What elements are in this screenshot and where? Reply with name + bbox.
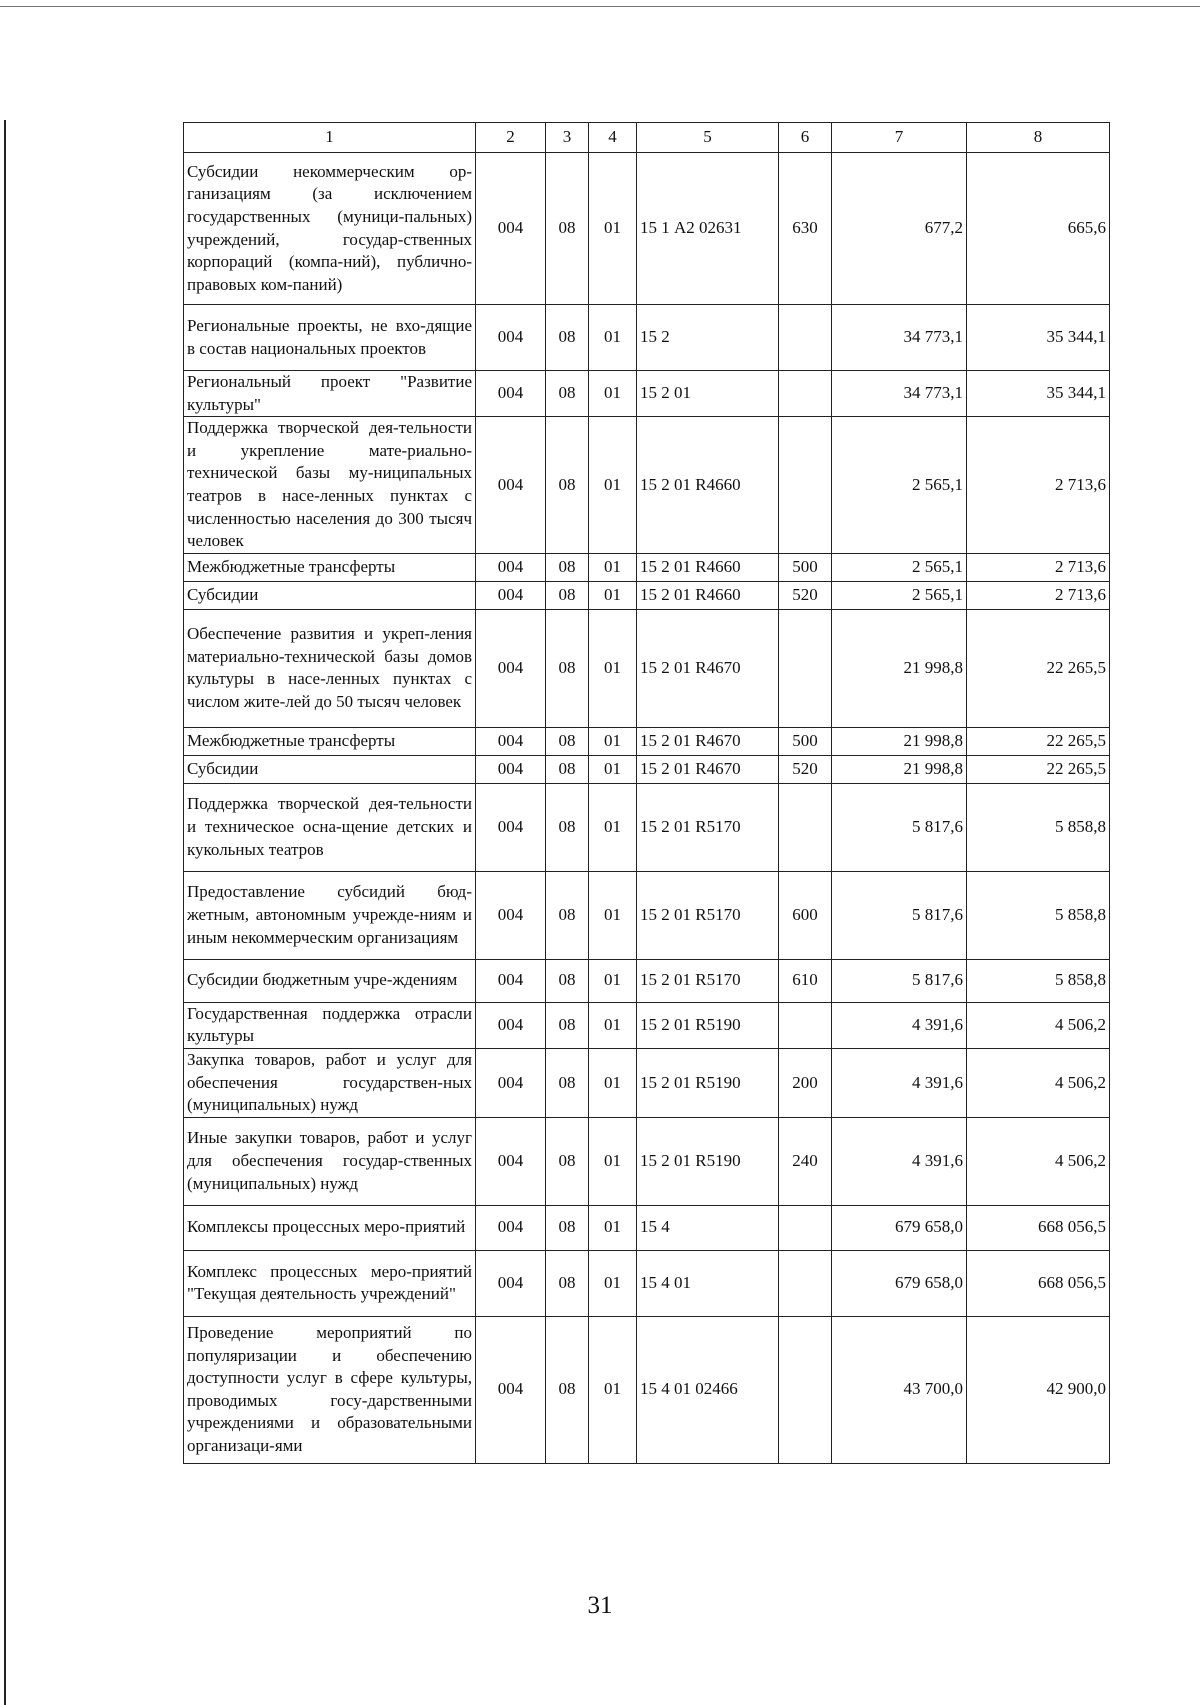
target-article-code: 15 2 01 R5170	[637, 959, 779, 1002]
table-row	[184, 1117, 1110, 1205]
target-article-code: 15 2 01 R4670	[637, 609, 779, 727]
amount-year-2: 42 900,0	[967, 1316, 1110, 1463]
ministry-code: 004	[476, 609, 546, 727]
section-code: 08	[546, 1002, 589, 1048]
expense-type-code: 520	[779, 755, 832, 783]
section-code: 08	[546, 871, 589, 959]
section-code: 08	[546, 727, 589, 755]
table-row	[184, 727, 1110, 755]
subsection-code: 01	[589, 871, 637, 959]
target-article-code: 15 2 01 R5170	[637, 783, 779, 871]
amount-year-1: 5 817,6	[832, 871, 967, 959]
amount-year-1: 21 998,8	[832, 727, 967, 755]
target-article-code: 15 2 01 R5170	[637, 871, 779, 959]
subsection-code: 01	[589, 553, 637, 581]
row-name: Иные закупки товаров, работ и услуг для обеспечения государ-ственных (муниципальных) нужд	[184, 1117, 476, 1205]
target-article-code: 15 2 01	[637, 371, 779, 417]
section-code: 08	[546, 417, 589, 554]
amount-year-2: 22 265,5	[967, 609, 1110, 727]
row-name: Региональный проект "Развитие культуры"	[184, 371, 476, 417]
row-name: Закупка товаров, работ и услуг для обеспечения государствен-ных (муниципальных) нужд	[184, 1048, 476, 1117]
row-name: Субсидии	[184, 755, 476, 783]
row-name: Субсидии	[184, 581, 476, 609]
row-name: Государственная поддержка отрасли культуры	[184, 1002, 476, 1048]
section-code: 08	[546, 783, 589, 871]
subsection-code: 01	[589, 755, 637, 783]
amount-year-2: 35 344,1	[967, 305, 1110, 371]
table-row	[184, 755, 1110, 783]
table-row	[184, 871, 1110, 959]
ministry-code: 004	[476, 871, 546, 959]
amount-year-2: 5 858,8	[967, 783, 1110, 871]
subsection-code: 01	[589, 727, 637, 755]
amount-year-2: 4 506,2	[967, 1117, 1110, 1205]
row-name: Поддержка творческой дея-тельности и укрепление мате-риально-технической базы му-ниципальных театров в насе-ленных пунктах с численностью населения до 300 тысяч человек	[184, 417, 476, 554]
subsection-code: 01	[589, 609, 637, 727]
ministry-code: 004	[476, 581, 546, 609]
row-name: Проведение мероприятий по популяризации и обеспечению доступности услуг в сфере культуры, проводимых госу-дарственными учреждениями и образовательными организаци-ями	[184, 1316, 476, 1463]
row-name: Межбюджетные трансферты	[184, 727, 476, 755]
subsection-code: 01	[589, 305, 637, 371]
target-article-code: 15 2 01 R5190	[637, 1002, 779, 1048]
ministry-code: 004	[476, 1316, 546, 1463]
subsection-code: 01	[589, 1316, 637, 1463]
amount-year-2: 2 713,6	[967, 553, 1110, 581]
expense-type-code: 630	[779, 153, 832, 305]
ministry-code: 004	[476, 1205, 546, 1250]
amount-year-1: 5 817,6	[832, 783, 967, 871]
column-header-8: 8	[967, 123, 1110, 153]
expense-type-code: 600	[779, 871, 832, 959]
table-row	[184, 783, 1110, 871]
expense-type-code: 240	[779, 1117, 832, 1205]
ministry-code: 004	[476, 727, 546, 755]
expense-type-code: 520	[779, 581, 832, 609]
row-name: Поддержка творческой дея-тельности и техническое осна-щение детских и кукольных театров	[184, 783, 476, 871]
subsection-code: 01	[589, 153, 637, 305]
scan-edge-top	[0, 6, 1200, 7]
target-article-code: 15 1 А2 02631	[637, 153, 779, 305]
table-row	[184, 153, 1110, 305]
expense-type-code: 500	[779, 727, 832, 755]
amount-year-1: 21 998,8	[832, 609, 967, 727]
subsection-code: 01	[589, 417, 637, 554]
amount-year-1: 21 998,8	[832, 755, 967, 783]
table-row	[184, 1048, 1110, 1117]
row-name: Субсидии некоммерческим ор-ганизациям (за исключением государственных (муници-пальных) учреждений, государ-ственных корпораций (компа-ний), публично-правовых ком-паний)	[184, 153, 476, 305]
amount-year-1: 2 565,1	[832, 581, 967, 609]
amount-year-2: 22 265,5	[967, 727, 1110, 755]
amount-year-2: 668 056,5	[967, 1250, 1110, 1316]
subsection-code: 01	[589, 1205, 637, 1250]
amount-year-2: 2 713,6	[967, 581, 1110, 609]
amount-year-1: 34 773,1	[832, 305, 967, 371]
subsection-code: 01	[589, 1048, 637, 1117]
amount-year-2: 5 858,8	[967, 959, 1110, 1002]
target-article-code: 15 2 01 R4660	[637, 417, 779, 554]
ministry-code: 004	[476, 553, 546, 581]
subsection-code: 01	[589, 581, 637, 609]
row-name: Субсидии бюджетным учре-ждениям	[184, 959, 476, 1002]
expense-type-code	[779, 417, 832, 554]
row-name: Межбюджетные трансферты	[184, 553, 476, 581]
column-header-4: 4	[589, 123, 637, 153]
expense-type-code	[779, 1250, 832, 1316]
subsection-code: 01	[589, 1002, 637, 1048]
table-row	[184, 1205, 1110, 1250]
target-article-code: 15 2 01 R4660	[637, 553, 779, 581]
page-number: 31	[587, 1592, 613, 1619]
section-code: 08	[546, 1117, 589, 1205]
section-code: 08	[546, 959, 589, 1002]
expense-type-code: 610	[779, 959, 832, 1002]
expense-type-code	[779, 1316, 832, 1463]
amount-year-2: 5 858,8	[967, 871, 1110, 959]
amount-year-2: 4 506,2	[967, 1002, 1110, 1048]
amount-year-1: 34 773,1	[832, 371, 967, 417]
subsection-code: 01	[589, 959, 637, 1002]
ministry-code: 004	[476, 1002, 546, 1048]
section-code: 08	[546, 1316, 589, 1463]
row-name: Обеспечение развития и укреп-ления материально-технической базы домов культуры в насе-ленных пунктах с числом жите-лей до 50 тысяч человек	[184, 609, 476, 727]
table-row	[184, 371, 1110, 417]
target-article-code: 15 2	[637, 305, 779, 371]
header-row	[184, 123, 1110, 153]
amount-year-2: 2 713,6	[967, 417, 1110, 554]
target-article-code: 15 2 01 R4660	[637, 581, 779, 609]
ministry-code: 004	[476, 417, 546, 554]
subsection-code: 01	[589, 783, 637, 871]
expense-type-code	[779, 371, 832, 417]
column-header-3: 3	[546, 123, 589, 153]
table-row	[184, 1002, 1110, 1048]
column-header-6: 6	[779, 123, 832, 153]
table-row	[184, 417, 1110, 554]
table-row	[184, 1316, 1110, 1463]
section-code: 08	[546, 371, 589, 417]
section-code: 08	[546, 609, 589, 727]
amount-year-2: 22 265,5	[967, 755, 1110, 783]
target-article-code: 15 2 01 R4670	[637, 755, 779, 783]
expense-type-code: 500	[779, 553, 832, 581]
table-row	[184, 553, 1110, 581]
target-article-code: 15 4	[637, 1205, 779, 1250]
target-article-code: 15 2 01 R5190	[637, 1117, 779, 1205]
expense-type-code	[779, 305, 832, 371]
column-header-5: 5	[637, 123, 779, 153]
expense-type-code	[779, 783, 832, 871]
expense-type-code: 200	[779, 1048, 832, 1117]
amount-year-1: 677,2	[832, 153, 967, 305]
amount-year-1: 4 391,6	[832, 1117, 967, 1205]
ministry-code: 004	[476, 305, 546, 371]
table-row	[184, 959, 1110, 1002]
scan-edge-left	[4, 120, 6, 1705]
amount-year-2: 35 344,1	[967, 371, 1110, 417]
target-article-code: 15 2 01 R4670	[637, 727, 779, 755]
table-body	[184, 153, 1110, 1464]
subsection-code: 01	[589, 1250, 637, 1316]
amount-year-2: 665,6	[967, 153, 1110, 305]
target-article-code: 15 4 01	[637, 1250, 779, 1316]
target-article-code: 15 4 01 02466	[637, 1316, 779, 1463]
ministry-code: 004	[476, 1048, 546, 1117]
row-name: Региональные проекты, не вхо-дящие в состав национальных проектов	[184, 305, 476, 371]
budget-table	[183, 122, 1110, 1464]
amount-year-1: 4 391,6	[832, 1048, 967, 1117]
ministry-code: 004	[476, 755, 546, 783]
section-code: 08	[546, 305, 589, 371]
table-row	[184, 581, 1110, 609]
amount-year-1: 4 391,6	[832, 1002, 967, 1048]
row-name: Комплекс процессных меро-приятий "Текущая деятельность учреждений"	[184, 1250, 476, 1316]
amount-year-1: 679 658,0	[832, 1205, 967, 1250]
section-code: 08	[546, 1250, 589, 1316]
ministry-code: 004	[476, 153, 546, 305]
ministry-code: 004	[476, 959, 546, 1002]
column-header-2: 2	[476, 123, 546, 153]
section-code: 08	[546, 1048, 589, 1117]
amount-year-2: 4 506,2	[967, 1048, 1110, 1117]
amount-year-1: 2 565,1	[832, 417, 967, 554]
table-row	[184, 609, 1110, 727]
expense-type-code	[779, 1205, 832, 1250]
amount-year-2: 668 056,5	[967, 1205, 1110, 1250]
ministry-code: 004	[476, 1117, 546, 1205]
amount-year-1: 43 700,0	[832, 1316, 967, 1463]
section-code: 08	[546, 1205, 589, 1250]
ministry-code: 004	[476, 783, 546, 871]
section-code: 08	[546, 553, 589, 581]
table-row	[184, 1250, 1110, 1316]
table-row	[184, 305, 1110, 371]
amount-year-1: 679 658,0	[832, 1250, 967, 1316]
subsection-code: 01	[589, 371, 637, 417]
expense-type-code	[779, 609, 832, 727]
column-header-1: 1	[184, 123, 476, 153]
expense-type-code	[779, 1002, 832, 1048]
section-code: 08	[546, 581, 589, 609]
section-code: 08	[546, 755, 589, 783]
amount-year-1: 2 565,1	[832, 553, 967, 581]
amount-year-1: 5 817,6	[832, 959, 967, 1002]
target-article-code: 15 2 01 R5190	[637, 1048, 779, 1117]
ministry-code: 004	[476, 371, 546, 417]
row-name: Комплексы процессных меро-приятий	[184, 1205, 476, 1250]
section-code: 08	[546, 153, 589, 305]
subsection-code: 01	[589, 1117, 637, 1205]
row-name: Предоставление субсидий бюд-жетным, автономным учрежде-ниям и иным некоммерческим организациям	[184, 871, 476, 959]
ministry-code: 004	[476, 1250, 546, 1316]
column-header-7: 7	[832, 123, 967, 153]
